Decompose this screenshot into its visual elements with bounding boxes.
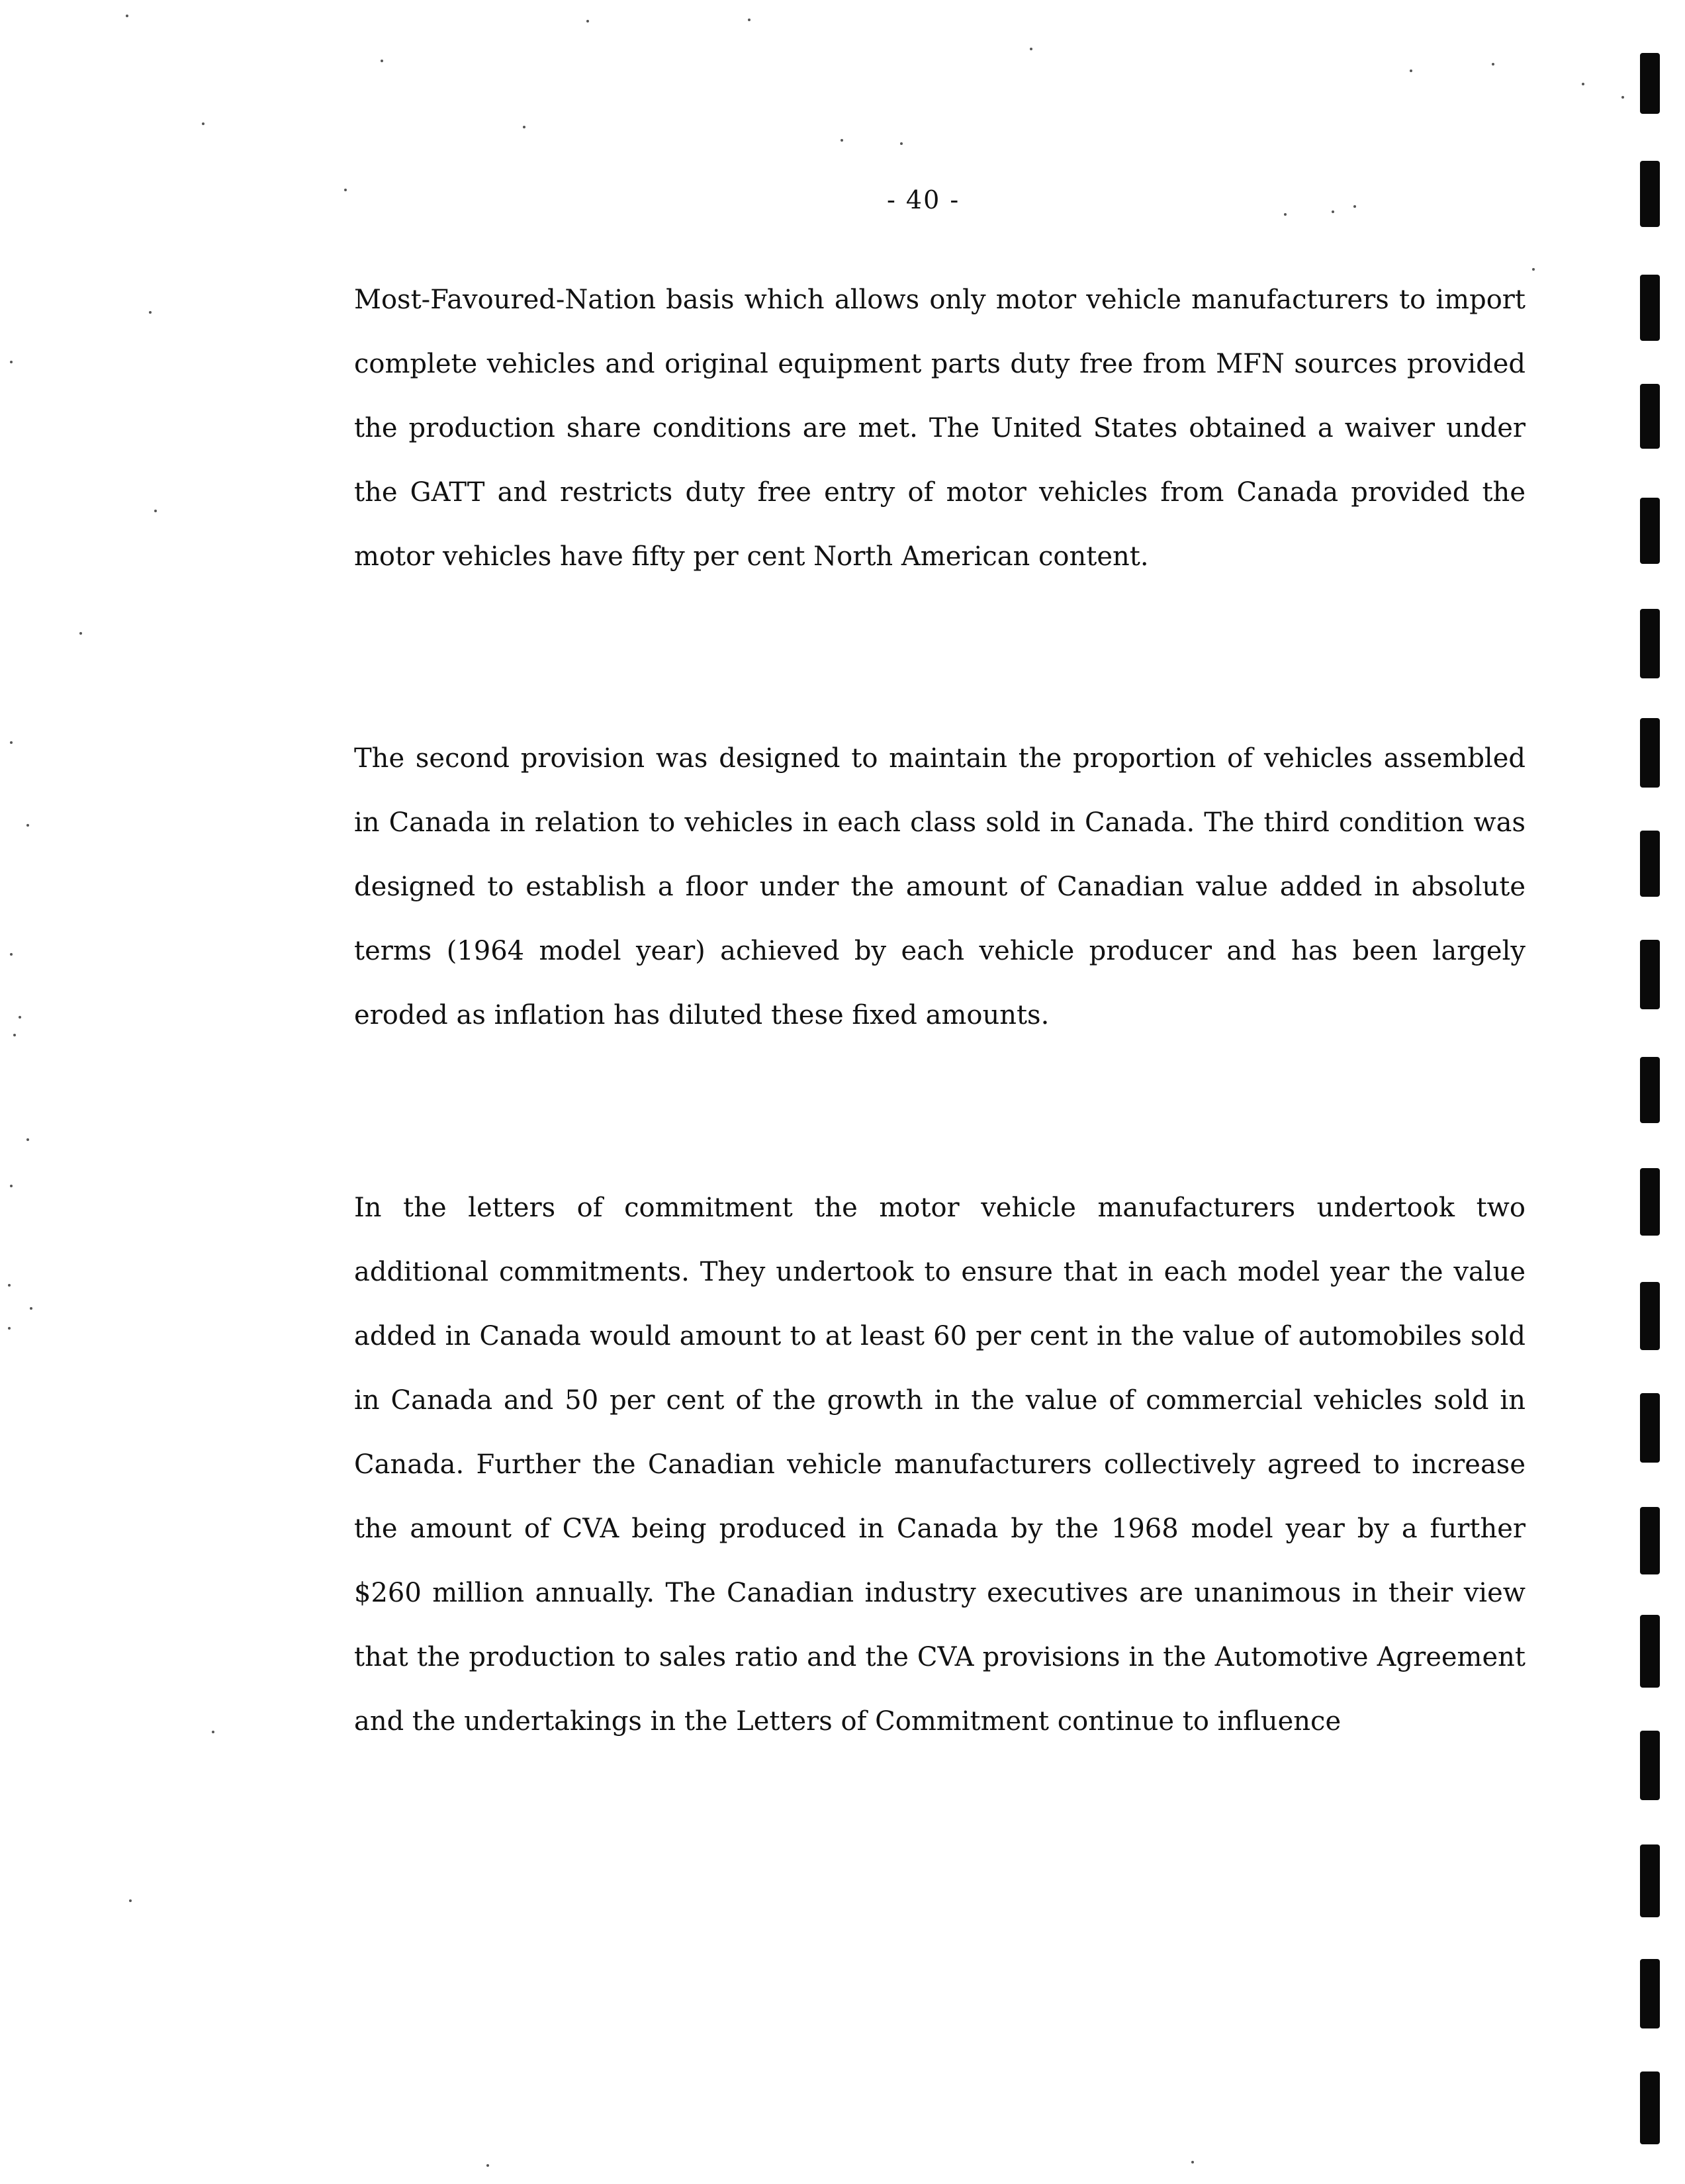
scan-speck — [841, 139, 843, 142]
scan-edge-mark — [1640, 1731, 1660, 1800]
scan-speck — [26, 824, 29, 827]
scan-edge-mark — [1640, 1959, 1660, 2028]
scan-speck — [126, 15, 128, 17]
scan-speck — [586, 20, 589, 23]
scan-edge-mark — [1640, 161, 1660, 227]
scan-speck — [8, 1327, 11, 1330]
scan-speck — [212, 1731, 214, 1733]
scan-edge-mark — [1640, 1615, 1660, 1688]
scan-speck — [8, 1284, 11, 1287]
scan-speck — [19, 1016, 21, 1019]
paragraph-3: In the letters of commitment the motor vehicle manufacturers undertook two additional commitments. They undertook to ensure that in each model year the value added in Canada would amount to at least 60 per cent in the value of automobiles sold in Canada and 50 per cent of the growth in the value of commercial vehicles sold in Canada. Further the Canadian vehicle manufacturers collectively agreed to increase the amount of CVA being produced in Canada by the 1968 model year by a further $260 million annually. The Canadian industry executives are unanimous in their view that the production to sales ratio and the CVA provisions in the Automotive Agreement and the undertakings in the Letters of Commitment continue to influence — [354, 1193, 1526, 1737]
scan-speck — [1410, 69, 1412, 72]
scan-speck — [202, 122, 205, 125]
scan-speck — [79, 632, 82, 635]
scan-speck — [129, 1899, 132, 1902]
scan-speck — [30, 1307, 32, 1310]
scan-speck — [13, 1034, 16, 1036]
scan-speck — [10, 361, 13, 363]
scan-speck — [1191, 2161, 1194, 2163]
scan-speck — [26, 1138, 29, 1141]
scan-speck — [381, 60, 383, 62]
scan-speck — [1492, 63, 1494, 66]
scan-edge-mark — [1640, 384, 1660, 449]
scan-edge-mark — [1640, 2071, 1660, 2144]
scan-edge-mark — [1640, 275, 1660, 341]
scan-speck — [10, 953, 13, 956]
scan-edge-mark — [1640, 1057, 1660, 1123]
scan-speck — [1030, 48, 1032, 50]
scan-speck — [10, 741, 13, 744]
page-number: - 40 - — [887, 185, 960, 214]
scan-speck — [154, 510, 157, 512]
scan-edge-mark — [1640, 1507, 1660, 1574]
scan-edge-mark — [1640, 1168, 1660, 1236]
paragraph-1: Most-Favoured-Nation basis which allows only motor vehicle manufacturers to import complete vehicles and original equipment parts duty free from MFN sources provided the production share conditions are met. The United States obtained a waiver under the GATT and restricts duty free entry of motor vehicles from Canada provided the motor vehicles have fifty per cent North American content. — [354, 285, 1526, 572]
scan-speck — [1284, 213, 1287, 216]
scan-speck — [10, 1185, 13, 1187]
scan-speck — [748, 19, 751, 21]
scan-edge-mark — [1640, 1282, 1660, 1350]
scan-edge-mark — [1640, 1393, 1660, 1463]
scan-speck — [1621, 96, 1624, 99]
scan-edge-mark — [1640, 718, 1660, 788]
scan-edge-mark — [1640, 53, 1660, 114]
scan-speck — [149, 311, 152, 314]
scan-speck — [486, 2164, 489, 2167]
scan-edge-mark — [1640, 940, 1660, 1009]
scan-speck — [344, 189, 347, 191]
scan-speck — [1532, 268, 1535, 271]
scan-speck — [1332, 210, 1334, 213]
scan-speck — [1582, 83, 1584, 85]
paragraph-2: The second provision was designed to maintain the proportion of vehicles assembled in Canada in relation to vehicles in each class sold in Canada. The third condition was designed to establish a floor under the amount of Canadian value added in absolute terms (1964 model year) achieved by each vehicle producer and has been largely eroded as inflation has diluted these fixed amounts. — [354, 743, 1526, 1030]
scan-edge-mark — [1640, 498, 1660, 564]
scan-edge-mark — [1640, 831, 1660, 897]
scan-speck — [523, 126, 525, 128]
scan-edge-mark — [1640, 609, 1660, 678]
scan-speck — [1353, 205, 1356, 208]
scan-speck — [900, 142, 903, 145]
scan-edge-mark — [1640, 1844, 1660, 1917]
